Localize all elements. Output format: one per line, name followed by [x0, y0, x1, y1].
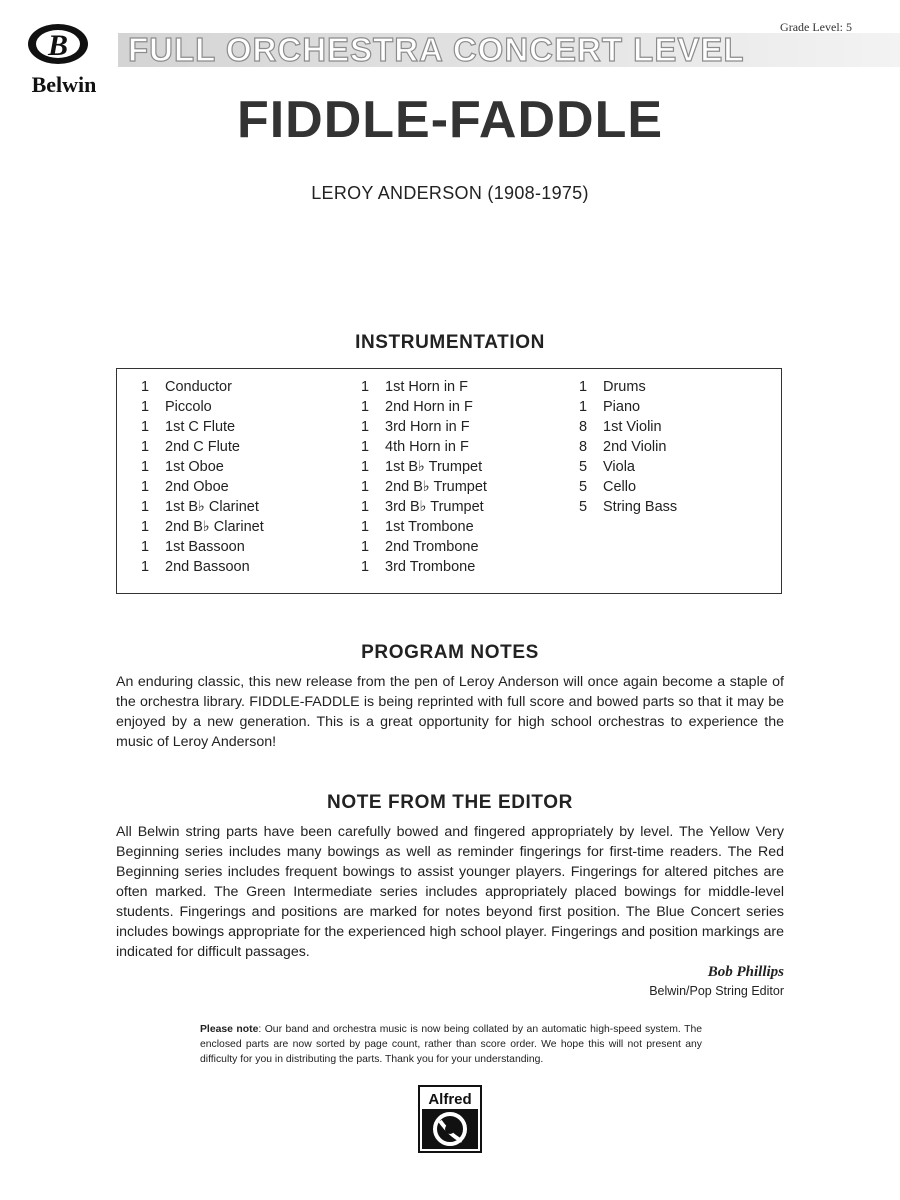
instrument-quantity: 1 [361, 419, 370, 435]
instrumentation-box [116, 368, 782, 594]
instrumentation-column-2 [361, 379, 487, 579]
instrument-row [579, 439, 677, 459]
instrument-quantity: 1 [141, 519, 150, 535]
instrument-name: 1st Trombone [385, 519, 474, 535]
instrument-name: Viola [603, 459, 635, 475]
instrument-row [141, 519, 264, 539]
instrument-name: 2nd B♭ Trumpet [385, 479, 487, 495]
instrument-name: Conductor [165, 379, 232, 395]
instrument-name: Cello [603, 479, 637, 495]
svg-text:B: B [47, 29, 69, 62]
instrument-name: 2nd Horn in F [385, 399, 473, 415]
instrumentation-column-3 [579, 379, 677, 519]
instrument-row [141, 419, 264, 439]
instrument-name: String Bass [603, 499, 678, 515]
alfred-logo-text: Alfred [428, 1091, 472, 1108]
instrument-quantity: 8 [579, 439, 588, 455]
editor-note-heading: NOTE FROM THE EDITOR [327, 792, 573, 813]
instrument-row [579, 379, 677, 399]
please-note-label: Please note [200, 1024, 259, 1035]
instrument-quantity: 1 [361, 439, 370, 455]
instrument-name: 1st Violin [603, 419, 662, 435]
instrument-row [141, 459, 264, 479]
instrument-quantity: 1 [361, 559, 370, 575]
instrument-row [579, 459, 677, 479]
program-notes-body: An enduring classic, this new release from the pen of Leroy Anderson will once again become a staple of the orchestra library. FIDDLE-FADDLE is being reprinted with full score and bowed parts so that it may be enjoyed by a new generation. This is a great opportunity for high school orchestras to experience the music of Leroy Anderson! [116, 674, 784, 750]
instrument-name: 1st Oboe [165, 459, 224, 475]
instrument-row [579, 499, 677, 519]
instrument-quantity: 1 [141, 459, 150, 475]
instrument-row [141, 439, 264, 459]
composer: LEROY ANDERSON (1908-1975) [311, 183, 589, 203]
instrument-quantity: 1 [141, 379, 150, 395]
instrument-row [361, 539, 487, 559]
instrument-quantity: 1 [361, 379, 370, 395]
please-note [200, 1022, 702, 1067]
editor-note-body: All Belwin string parts have been carefully bowed and fingered appropriately by level. The Yellow Very Beginning series includes many bowings as well as reminder fingerings for first-time readers. The Red Beginning series includes frequent bowings to assist younger players. Fingerings for altered pitches are often marked. The Green Intermediate series includes appropriately placed bowings for middle-level students. Fingerings and positions are marked for notes beyond first position. The Blue Concert series includes bowings appropriate for the experienced high school player. Fingerings and position markings are indicated for difficult passages. [116, 824, 784, 960]
instrument-name: 3rd Horn in F [385, 419, 470, 435]
instrument-row [579, 479, 677, 499]
instrument-name: Piano [603, 399, 641, 415]
series-banner-text: FULL ORCHESTRA CONCERT LEVEL [128, 33, 745, 67]
instrument-quantity: 1 [141, 559, 150, 575]
instrument-row [361, 419, 487, 439]
instrument-quantity: 1 [579, 399, 588, 415]
instrument-quantity: 8 [579, 419, 588, 435]
instrument-row [361, 499, 487, 519]
piece-title: FIDDLE-FADDLE [236, 91, 664, 149]
instrument-name: 2nd Bassoon [165, 559, 250, 575]
instrument-name: Piccolo [165, 399, 212, 415]
instrument-row [361, 399, 487, 419]
alfred-logo [418, 1085, 482, 1153]
instrument-name: 2nd B♭ Clarinet [165, 519, 264, 535]
instrument-name: 3rd Trombone [385, 559, 476, 575]
instrument-name: 2nd Violin [603, 439, 667, 455]
instrument-name: Drums [603, 379, 646, 395]
instrument-row [579, 419, 677, 439]
instrument-quantity: 1 [361, 519, 370, 535]
instrument-name: 2nd Oboe [165, 479, 229, 495]
instrumentation-column-1 [141, 379, 264, 579]
instrument-row [361, 459, 487, 479]
instrument-quantity: 5 [579, 479, 588, 495]
instrument-row [361, 379, 487, 399]
instrument-row [141, 479, 264, 499]
instrument-name: 1st Bassoon [165, 539, 245, 555]
instrument-quantity: 5 [579, 499, 588, 515]
instrument-quantity: 1 [361, 459, 370, 475]
instrument-name: 4th Horn in F [385, 439, 469, 455]
instrument-quantity: 1 [361, 499, 370, 515]
instrument-quantity: 1 [361, 479, 370, 495]
editor-title: Belwin/Pop String Editor [649, 984, 784, 998]
instrument-quantity: 5 [579, 459, 588, 475]
instrument-row [361, 439, 487, 459]
instrument-quantity: 1 [141, 419, 150, 435]
series-banner [118, 33, 900, 67]
instrument-row [141, 539, 264, 559]
instrument-name: 2nd C Flute [165, 439, 240, 455]
instrument-row [361, 559, 487, 579]
instrument-quantity: 1 [141, 439, 150, 455]
instrument-quantity: 1 [141, 399, 150, 415]
instrument-quantity: 1 [141, 479, 150, 495]
editor-signature: Bob Phillips [707, 964, 784, 980]
instrument-name: 1st Horn in F [385, 379, 468, 395]
instrument-name: 1st B♭ Clarinet [165, 499, 259, 515]
instrument-name: 1st C Flute [165, 419, 236, 435]
instrument-quantity: 1 [361, 399, 370, 415]
instrument-row [361, 479, 487, 499]
belwin-logo-text: Belwin [31, 72, 97, 97]
instrument-quantity: 1 [141, 539, 150, 555]
instrument-row [141, 499, 264, 519]
instrument-name: 2nd Trombone [385, 539, 479, 555]
instrument-quantity: 1 [141, 499, 150, 515]
instrument-quantity: 1 [361, 539, 370, 555]
instrument-row [141, 399, 264, 419]
grade-level: Grade Level: 5 [780, 20, 852, 34]
instrument-name: 1st B♭ Trumpet [385, 459, 483, 475]
please-note-text: : Our band and orchestra music is now being collated by an automatic high-speed system. The enclosed parts are now sorted by page count, rather than score order. We hope this will not present any difficulty for you in distributing the parts. Thank you for your understanding. [200, 1024, 702, 1065]
instrument-name: 3rd B♭ Trumpet [385, 499, 484, 515]
instrument-row [141, 379, 264, 399]
instrument-row [141, 559, 264, 579]
instrumentation-heading: INSTRUMENTATION [355, 332, 545, 353]
instrument-row [579, 399, 677, 419]
instrument-row [361, 519, 487, 539]
program-notes-heading: PROGRAM NOTES [361, 642, 539, 663]
instrument-quantity: 1 [579, 379, 588, 395]
